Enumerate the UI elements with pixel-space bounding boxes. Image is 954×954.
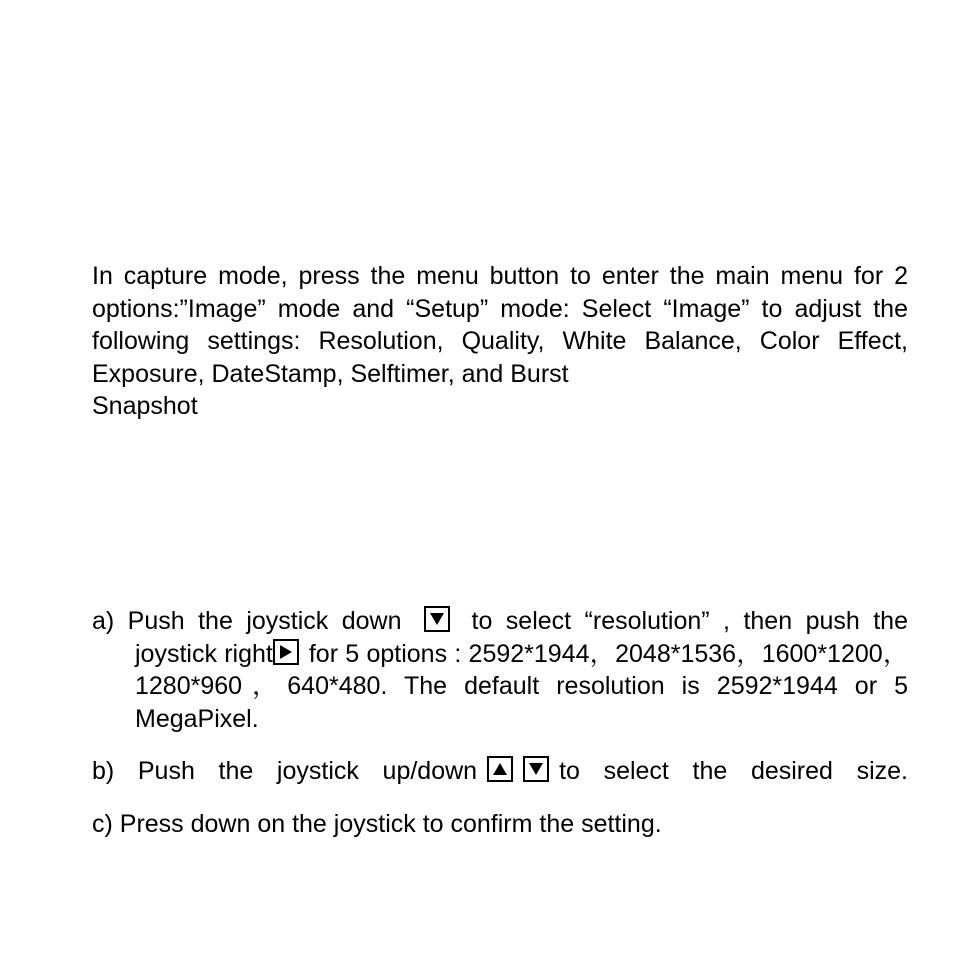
right-arrow-key-icon	[273, 639, 299, 665]
down-arrow-key-icon	[523, 756, 549, 782]
intro-text: In capture mode, press the menu button to enter the main menu for 2 options:”Image” mode and “Setup” mode: Select “Image” to adjust the following settings: Resolution, Quality, White Balance, Color Effect, Exposure, DateStamp, Selftimer, and Burst	[92, 262, 908, 388]
intro-paragraph	[92, 260, 908, 423]
step-b-part1: b) Push the joystick up/down	[92, 757, 478, 786]
step-a-part2: to select “resolution” , then push the joystick right	[135, 607, 908, 668]
intro-last-line: Snapshot	[92, 392, 198, 421]
instruction-steps	[92, 605, 908, 841]
step-b	[92, 755, 908, 788]
step-a-part1: a) Push the joystick down	[92, 607, 402, 635]
down-arrow-key-icon	[424, 606, 450, 632]
step-a	[92, 605, 908, 735]
step-c-text: c) Press down on the joystick to confirm the setting.	[92, 809, 662, 838]
step-a-part3: for 5 options : 2592*1944，2048*1536，1600*1200，1280*960，640*480. The default resolution is 2592*1944 or 5 MegaPixel.	[135, 639, 908, 733]
step-b-part2: to select the desired size.	[559, 757, 908, 786]
step-c	[92, 808, 908, 841]
up-arrow-key-icon	[487, 756, 513, 782]
